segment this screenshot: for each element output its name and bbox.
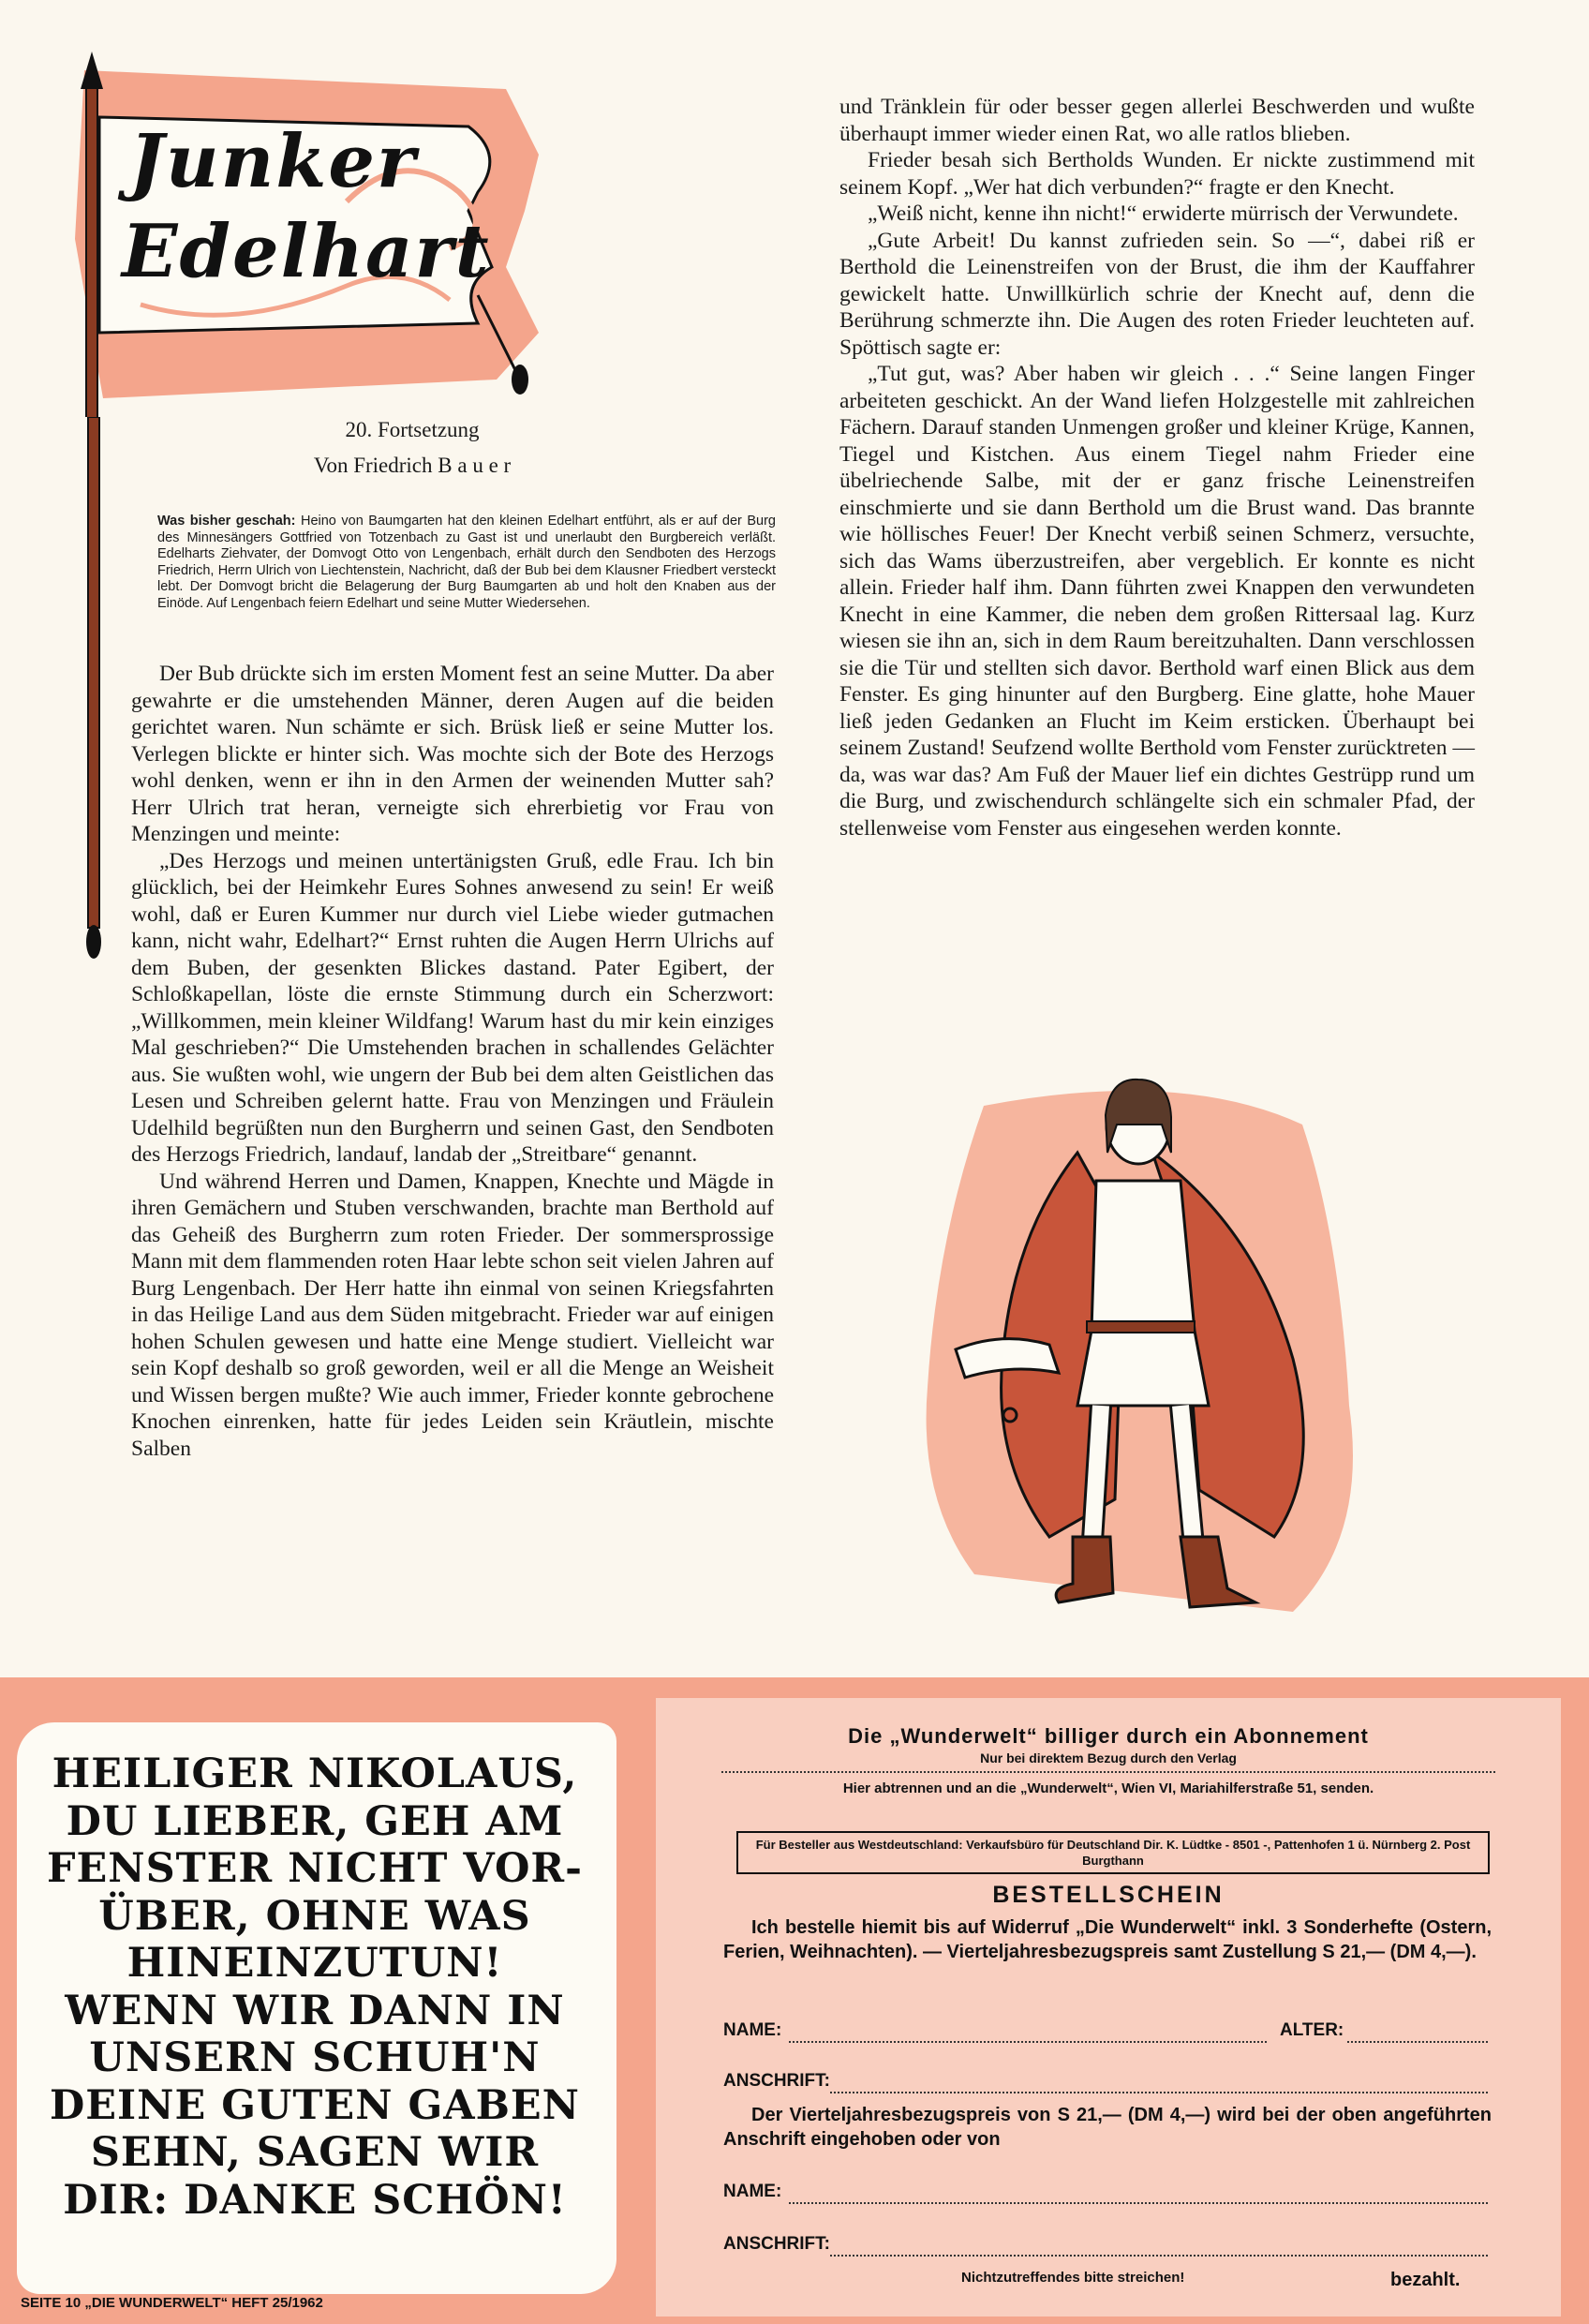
right-text-column [839, 94, 1475, 842]
order-instruction: Hier abtrennen und an die „Wunderwelt“, Wien VI, Mariahilferstraße 51, senden. [842, 1780, 1374, 1796]
paragraph: „Tut gut, was? Aber haben wir gleich . . .“ Seine langen Finger arbeiteten geschickt. An der Wand liefen Holzgestelle mit zahlreichen Fächern. Darauf standen Unmengen großer und kleiner Krüge, Kannen, Tiegel und Kistchen. Aus einem Tiegel nahm Frieder eine übelriechende Salbe, mit der er ganz frische Leinenstreifen einschmierte und sie dann Berthold um die Brust wand. Das brannte wie höllisches Feuer! Der Knecht verbiß seinen Schmerz, versuchte, sich das Wams überzustreifen, aber vergeblich. Er konnte es nicht allein. Frieder half ihm. Dann führten zwei Knappen den verwundeten Knecht in eine Kammer, die neben dem großen Rittersaal lag. Kurz wiesen sie ihn an, sich in dem Raum bereitzuhalten. Dann verschlossen sie die Tür und stellten sich davor. Berthold warf einen Blick aus dem Fenster. Es ging hinunter auf den Burgberg. Eine glatte, hohe Mauer ließ jeden Gedanken an Flucht im Keim ersticken. Überhaupt bei seinem Zustand! Seufzend wollte Berthold vom Fenster zurücktreten — da, was war das? Am Fuß der Mauer lief ein dichtes Gestrüpp rund um die Burg, und zwischendurch schlängelte sich ein schmaler Pfad, der stellenweise vom Fenster aus eingesehen werden konnte. [839, 362, 1475, 841]
flag-pole [86, 417, 101, 961]
address-label: ANSCHRIFT: [723, 2071, 830, 2091]
order-heading: BESTELLSCHEIN [992, 1882, 1225, 1908]
paragraph: „Des Herzogs und meinen untertänigsten Gruß, edle Frau. Ich bin glücklich, bei der Heimkehr Eures Sohnes anwesend zu sein! Er weiß wohl, daß er Euren Kummer nur durch viel Liebe wieder gutmachen kann, nicht wahr, Edelhart?“ Ernst ruhten die Augen Herrn Ulrichs auf dem Buben, der gesenkten Blickes dastand. Pater Egibert, der Schloßkapellan, löste die ernste Stimmung durch ein Scherzwort: „Willkommen, mein kleiner Wildfang! Warum hast du mir kein einziges Mal geschrieben?“ Die Umstehenden brachen in schallendes Gelächter aus. Sie wußten wohl, wie ungern der Bub bei dem alten Geistlichen das Lesen und Schreiben gelernt hatte. Frau von Menzingen und Fräulein Udelhild begrüßten nun den Burgherrn und seinen Gast, den Sendboten des Herzogs Friedrich, landauf, landab der „Streitbare“ genannt. [131, 848, 774, 1167]
episode-number: 20. Fortsetzung [345, 418, 480, 441]
order-subline: Nur bei direktem Bezug durch den Verlag [980, 1750, 1237, 1765]
title-line-1: Junker [129, 119, 418, 204]
title-banner [66, 52, 553, 417]
payer-address-field[interactable] [830, 2255, 1488, 2257]
name-label: NAME: [723, 2020, 782, 2040]
paragraph: Frieder besah sich Bertholds Wunden. Er nickte zustimmend mit seinem Kopf. „Wer hat dich verbunden?“ fragte er den Knecht. [839, 148, 1475, 200]
address-field[interactable] [830, 2092, 1488, 2093]
paragraph: und Tränklein für oder besser gegen allerlei Beschwerden und wußte überhaupt immer wieder einen Rat, wo alle ratlos blieben. [839, 95, 1475, 146]
left-text-column [131, 661, 774, 1462]
episode-info [206, 412, 618, 484]
payer-name-field[interactable] [789, 2202, 1488, 2204]
squire-illustration [899, 1050, 1387, 1649]
payment-text: Der Vierteljahresbezugspreis von S 21,— (DM 4,—) wird bei der oben angeführten Anschrift eingehoben oder von [723, 2105, 1492, 2150]
age-label: ALTER: [1280, 2020, 1344, 2040]
title-line-2: Edelhart [122, 209, 491, 294]
order-text: Ich bestelle hiemit bis auf Widerruf „Die Wunderwelt“ inkl. 3 Sonderhefte (Ostern, Ferien, Weihnachten). — Vierteljahresbezugspreis samt Zustellung S 21,— (DM 4,—). [723, 1917, 1492, 1962]
payer-name-label: NAME: [723, 2182, 782, 2201]
paragraph: Der Bub drückte sich im ersten Moment fest an seine Mutter. Da aber gewahrte er die umstehenden Männer, deren Augen auf die beiden gerichtet waren. Nun schämte er sich. Brüsk ließ er seine Mutter los. Verlegen blickte er hinter sich. Was mochte sich der Bote des Herzogs wohl denken, wenn er ihn in den Armen der weinenden Mutter sah? Herr Ulrich trat heran, verneigte sich ehrerbietig vor Frau von Menzingen und meinte: [131, 662, 774, 846]
episode-author: Von Friedrich B a u e r [313, 454, 512, 477]
strike-note: Nichtzutreffendes bitte streichen! [961, 2270, 1185, 2286]
paragraph: „Gute Arbeit! Du kannst zufrieden sein. So —“, dabei riß er Berthold die Leinenstreifen von der Brust, die ihm der Kauffahrer gewickelt hatte. Unwillkürlich schrie der Knecht auf, denn die Berührung schmerzte ihn. Die Augen des roten Frieder leuchteten auf. Spöttisch sagte er: [839, 228, 1475, 360]
paid-label: bezahlt. [1390, 2270, 1461, 2290]
name-field[interactable] [789, 2041, 1267, 2043]
order-form [656, 1698, 1561, 2317]
order-headline: Die „Wunderwelt“ billiger durch ein Abonnement [848, 1724, 1369, 1748]
payer-address-label: ANSCHRIFT: [723, 2234, 830, 2254]
story-summary [157, 514, 776, 613]
summary-label: Was bisher geschah: [157, 514, 296, 529]
squire-figure-graphic [899, 1050, 1387, 1649]
paragraph: „Weiß nicht, kenne ihn nicht!“ erwiderte mürrisch der Verwundete. [868, 201, 1459, 226]
nikolaus-poem: HEILIGER NIKOLAUS, DU LIEBER, GEH AM FENSTER NICHT VOR- ÜBER, OHNE WAS HINEINZUTUN! WENN WIR DANN IN UNSERN SCHUH'N DEINE GUTEN GABEN SEHN, SAGEN WIR DIR: DANKE SCHÖN! [46, 1750, 584, 2224]
paragraph: Und während Herren und Damen, Knappen, Knechte und Mägde in ihren Gemächern und Stuben verschwanden, brachte man Berthold auf das Geheiß des Burgherrn zum roten Frieder. Der sommersprossige Mann mit dem flammenden roten Haar lebte schon seit vielen Jahren auf Burg Lengenbach. Der Herr hatte ihn einmal von seinen Kriegsfahrten in das Heilige Land aus dem Süden mitgebracht. Frieder war auf einigen hohen Schulen gewesen und hatte eine Menge studiert. Vielleicht war sein Kopf deshalb so groß geworden, weil er all die Menge an Weisheit und Wissen bergen mußte? Wie auch immer, Frieder konnte gebrochene Knochen einrenken, hatte für jedes Leiden sein Kräutlein, mischte Salben [131, 1169, 774, 1461]
summary-text: Heino von Baumgarten hat den kleinen Edelhart entführt, als er auf der Burg des Minnesängers Gottfried von Totzenbach zu Gast ist und unerlaubt den Burgbereich verläßt. Edelharts Ziehvater, der Domvogt Otto von Lengenbach, erhält durch den Sendboten des Herzogs Friedrich, Herrn Ulrich von Liechtenstein, Nachricht, daß der Bub bei dem Klausner Friedbert versteckt lebt. Der Domvogt bricht die Belagerung der Burg Baumgarten ab und holt den Knaben aus der Einöde. Auf Lengenbach feiern Edelhart und seine Mutter Wiedersehen. [157, 514, 776, 611]
age-field[interactable] [1347, 2041, 1488, 2043]
cut-line [721, 1771, 1495, 1773]
germany-info-box: Für Besteller aus Westdeutschland: Verkaufsbüro für Deutschland Dir. K. Lüdtke - 8501 -, Pattenhofen 1 ü. Nürnberg 2. Post Burgthann [736, 1831, 1490, 1874]
page-footer: SEITE 10 „DIE WUNDERWELT“ HEFT 25/1962 [21, 2295, 323, 2311]
